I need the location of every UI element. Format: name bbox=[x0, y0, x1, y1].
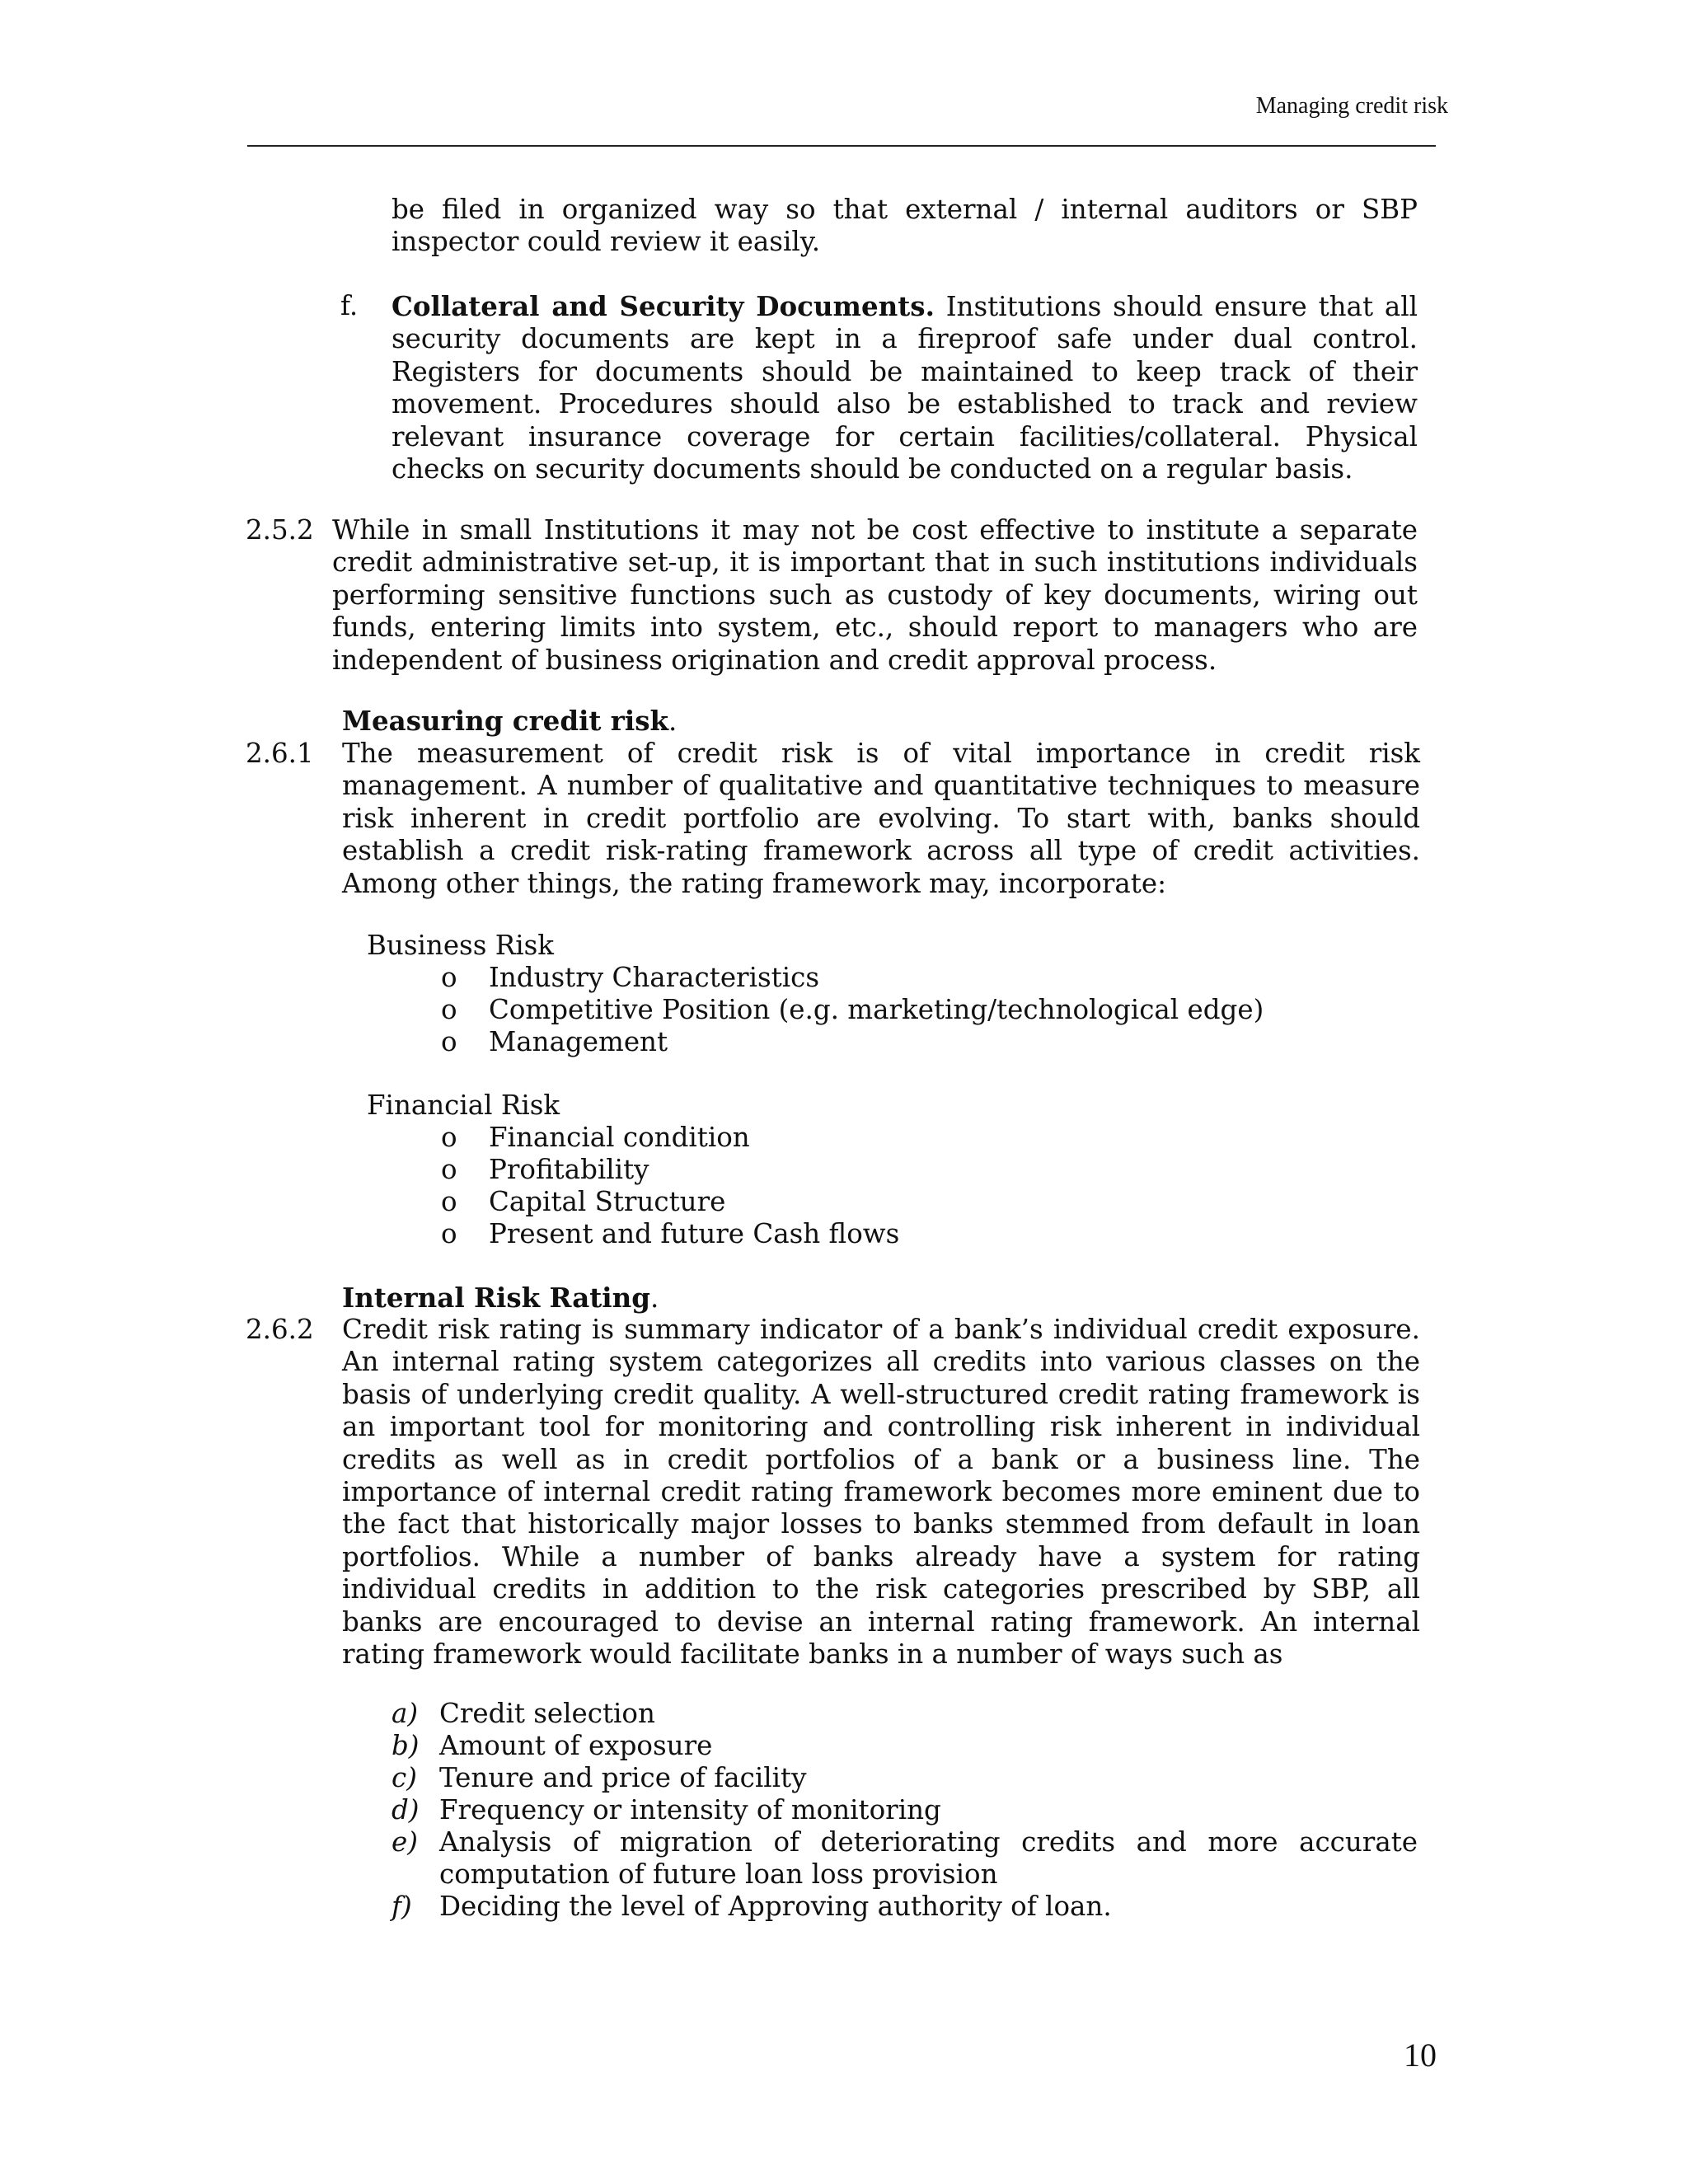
list-item: Deciding the level of Approving authority of loan. bbox=[439, 1891, 1112, 1922]
bullet-icon: o bbox=[441, 994, 457, 1025]
list-item: Capital Structure bbox=[489, 1186, 726, 1217]
para-2-5-2-number: 2.5.2 bbox=[246, 514, 314, 546]
list-letter: b) bbox=[392, 1730, 420, 1761]
list-item: Industry Characteristics bbox=[489, 962, 819, 993]
para-2-6-1-text: The measurement of credit risk is of vital importance in credit risk management. A number of qualitative and quantitative techniques to measure risk inherent in credit portfolio are evolving. To start with, banks should establish a credit risk-rating framework across all type of credit activities. Among other things, the rating framework may, incorporate: bbox=[342, 738, 1420, 899]
list-letter: f) bbox=[392, 1891, 412, 1922]
rating-heading bbox=[342, 1282, 659, 1315]
bullet-icon: o bbox=[441, 962, 457, 993]
item-f-heading: Collateral and Security Documents. bbox=[392, 290, 935, 322]
para-2-6-1-number: 2.6.1 bbox=[246, 738, 314, 769]
list-item: Competitive Position (e.g. marketing/technological edge) bbox=[489, 994, 1264, 1025]
list-letter: c) bbox=[392, 1762, 417, 1793]
page-number: 10 bbox=[1404, 2036, 1437, 2074]
bullet-icon: o bbox=[441, 1186, 457, 1217]
para-2-6-2-text: Credit risk rating is summary indicator of a bank’s individual credit exposure. An internal rating system categorizes all credits into various classes on the basis of underlying credit quality. A well-structured credit rating framework is an important tool for monitoring and controlling risk inherent in individual credits as well as in credit portfolios of a bank or a business line. The importance of internal credit rating framework becomes more eminent due to the fact that historically major losses to banks stemmed from default in loan portfolios. While a number of banks already have a system for rating individual credits in addition to the risk categories prescribed by SBP, all banks are encouraged to devise an internal rating framework. An internal rating framework would facilitate banks in a number of ways such as bbox=[342, 1314, 1420, 1671]
bullet-icon: o bbox=[441, 1218, 457, 1249]
measuring-heading-text: Measuring credit risk bbox=[342, 705, 669, 737]
para-2-6-2-number: 2.6.2 bbox=[246, 1314, 314, 1345]
list-letter: a) bbox=[392, 1698, 419, 1729]
list-item: Frequency or intensity of monitoring bbox=[439, 1794, 941, 1825]
business-risk-title: Business Risk bbox=[367, 930, 554, 961]
para-2-5-2-text: While in small Institutions it may not be cost effective to institute a separate credit administrative set-up, it is important that in such institutions individuals performing sensitive functions such as custody of key documents, wiring out funds, entering limits into system, etc., should report to managers who are independent of business origination and credit approval process. bbox=[332, 514, 1418, 676]
list-item: Management bbox=[489, 1026, 668, 1057]
item-f-paragraph bbox=[392, 290, 1418, 485]
list-letter: d) bbox=[392, 1794, 420, 1825]
bullet-icon: o bbox=[441, 1026, 457, 1057]
measuring-heading bbox=[342, 705, 677, 738]
item-f-text: Institutions should ensure that all security documents are kept in a fireproof safe under dual control. Registers for documents should be maintained to keep track of their movement. Procedures should also be established to track and review relevant insurance coverage for certain facilities/collateral. Physical checks on security documents should be conducted on a regular basis. bbox=[392, 291, 1418, 485]
list-letter: e) bbox=[392, 1826, 418, 1858]
measuring-heading-suffix: . bbox=[668, 705, 678, 737]
rating-heading-suffix: . bbox=[650, 1282, 659, 1314]
list-item: Profitability bbox=[489, 1154, 649, 1185]
header-divider bbox=[247, 145, 1436, 147]
continuation-paragraph: be filed in organized way so that external / internal auditors or SBP inspector could review it easily. bbox=[392, 194, 1418, 258]
bullet-icon: o bbox=[441, 1154, 457, 1185]
bullet-icon: o bbox=[441, 1122, 457, 1153]
running-header: Managing credit risk bbox=[1255, 93, 1448, 119]
list-item: Tenure and price of facility bbox=[439, 1762, 807, 1793]
item-f-marker: f. bbox=[340, 290, 359, 321]
rating-heading-text: Internal Risk Rating bbox=[342, 1282, 651, 1314]
list-item: Amount of exposure bbox=[439, 1730, 713, 1761]
list-item: Present and future Cash flows bbox=[489, 1218, 900, 1249]
list-item: Analysis of migration of deteriorating credits and more accurate computation of future loan loss provision bbox=[439, 1826, 1418, 1891]
list-item: Credit selection bbox=[439, 1698, 655, 1729]
financial-risk-title: Financial Risk bbox=[367, 1090, 560, 1121]
list-item: Financial condition bbox=[489, 1122, 750, 1153]
